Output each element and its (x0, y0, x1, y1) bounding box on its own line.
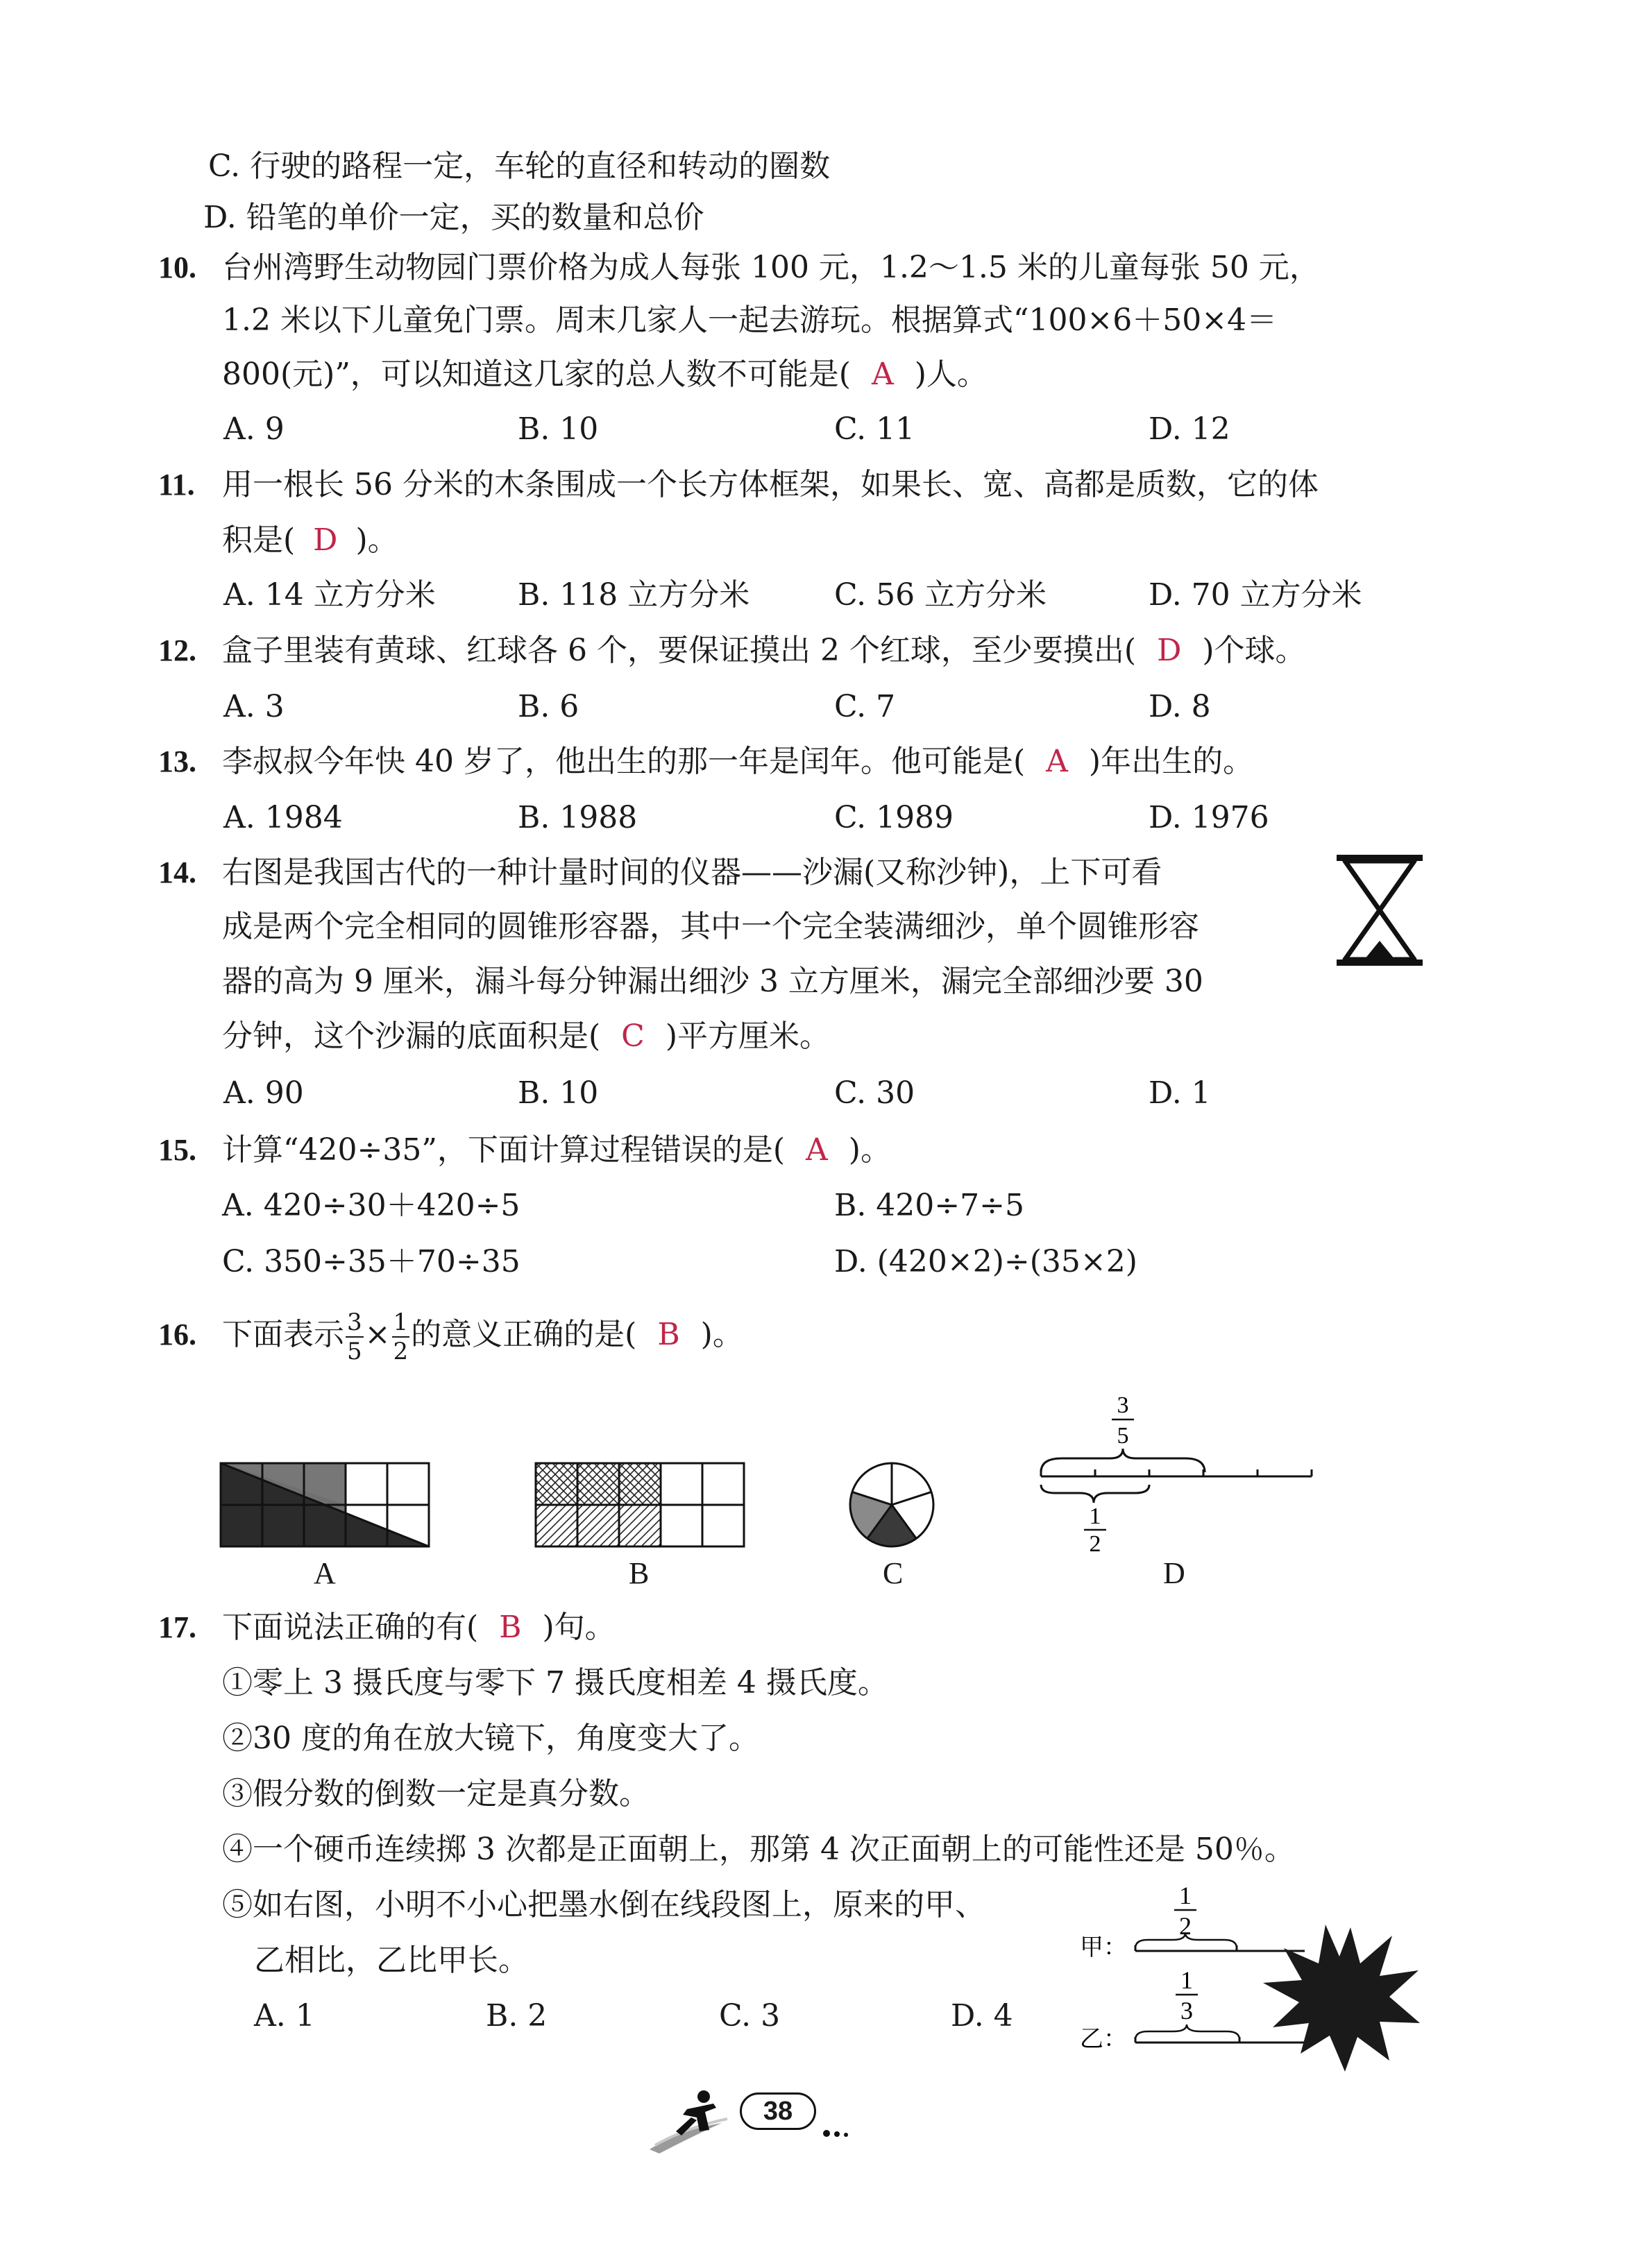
q17-option-b: B. 2 (486, 1998, 548, 2033)
footer-runner-icon (645, 2081, 736, 2158)
page-number: 38 (763, 2097, 793, 2126)
q14-answer: C (621, 1018, 645, 1054)
q10-option-a: A. 9 (223, 411, 285, 447)
q17-statement-1: ①零上 3 摄氏度与零下 7 摄氏度相差 4 摄氏度。 (222, 1665, 888, 1700)
q16-fraction-3-5: $\frac{3}{5}$ (347, 1308, 362, 1365)
q17-statement-3: ③假分数的倒数一定是真分数。 (222, 1776, 650, 1811)
q10-option-d: D. 12 (1149, 411, 1230, 447)
q11-option-c: C. 56 立方分米 (834, 577, 1047, 613)
q16-figure-label-a: A (314, 1556, 336, 1590)
q15-answer: A (806, 1132, 828, 1168)
q14-text-line3: 器的高为 9 厘米，漏斗每分钟漏出细沙 3 立方厘米，漏完全部细沙要 30 (222, 964, 1203, 999)
q16-figure-label-d: D (1163, 1556, 1185, 1590)
prev-option-c: C. 行驶的路程一定，车轮的直径和转动的圈数 (208, 148, 831, 184)
q17-statement-4: ④一个硬币连续掷 3 次都是正面朝上，那第 4 次正面朝上的可能性还是 50％。 (222, 1832, 1295, 1867)
q10-answer: A (871, 357, 894, 392)
q13-option-d: D. 1976 (1149, 800, 1269, 835)
q13-option-b: B. 1988 (518, 800, 638, 835)
q14-option-b: B. 10 (518, 1075, 599, 1111)
q16-d-top-denominator: 5 (1117, 1423, 1129, 1449)
q17-statement-2: ②30 度的角在放大镜下，角度变大了。 (222, 1721, 759, 1756)
q10-text-line2: 1.2 米以下儿童免门票。周末几家人一起去游玩。根据算式“100×6＋50×4＝ (222, 302, 1278, 338)
q17-yi-label: 乙： (1080, 2027, 1127, 2052)
q12-text-line1: 盒子里装有黄球、红球各 6 个，要保证摸出 2 个红球，至少要摸出( D )个球。 (222, 633, 1306, 668)
q16-d-bottom-denominator: 2 (1089, 1531, 1101, 1554)
q11-text-line2: 积是( D )。 (222, 522, 398, 558)
q16-figure-a-grid (219, 1462, 430, 1548)
prev-option-d: D. 铅笔的单价一定，买的数量和总价 (203, 200, 704, 235)
q16-d-top-numerator: 3 (1117, 1392, 1129, 1418)
q17-yi-numerator: 1 (1180, 1966, 1193, 1994)
q10-option-b: B. 10 (518, 411, 599, 447)
q12-option-a: A. 3 (223, 689, 285, 724)
q14-option-a: A. 90 (223, 1075, 304, 1111)
q14-text-line4: 分钟，这个沙漏的底面积是( C )平方厘米。 (222, 1018, 831, 1054)
q17-option-c: C. 3 (719, 1998, 781, 2033)
q10-option-c: C. 11 (834, 411, 915, 447)
q11-option-d: D. 70 立方分米 (1149, 577, 1362, 613)
question-number-10: 10. (158, 250, 196, 284)
q14-text-line2: 成是两个完全相同的圆锥形容器，其中一个完全装满细沙，单个圆锥形容 (222, 909, 1199, 944)
question-number-17: 17. (158, 1610, 196, 1644)
q15-option-d: D. (420×2)÷(35×2) (834, 1244, 1137, 1279)
q17-jia-denominator: 2 (1179, 1912, 1192, 1940)
q17-answer: B (499, 1610, 522, 1645)
footer-dots (823, 2109, 848, 2145)
q17-option-d: D. 4 (951, 1998, 1013, 2033)
q17-option-a: A. 1 (254, 1998, 315, 2033)
q12-answer: D (1157, 633, 1182, 668)
q14-option-c: C. 30 (834, 1075, 915, 1111)
q14-text-line1: 右图是我国古代的一种计量时间的仪器——沙漏(又称沙钟)，上下可看 (222, 855, 1162, 890)
q14-option-d: D. 1 (1149, 1075, 1211, 1111)
question-number-14: 14. (158, 855, 196, 889)
question-number-11: 11. (158, 468, 195, 502)
q12-option-b: B. 6 (518, 689, 579, 724)
q10-text-line1: 台州湾野生动物园门票价格为成人每张 100 元，1.2～1.5 米的儿童每张 50 元， (222, 250, 1320, 285)
q15-option-b: B. 420÷7÷5 (834, 1188, 1025, 1223)
q15-text-line1: 计算“420÷35”，下面计算过程错误的是( A )。 (222, 1132, 891, 1168)
q11-text-line1: 用一根长 56 分米的木条围成一个长方体框架，如果长、宽、高都是质数，它的体 (222, 467, 1319, 502)
q12-option-d: D. 8 (1149, 689, 1211, 724)
q13-option-c: C. 1989 (834, 800, 954, 835)
question-number-15: 15. (158, 1133, 196, 1167)
question-number-13: 13. (158, 744, 196, 778)
q13-option-a: A. 1984 (223, 800, 343, 835)
q15-option-c: C. 350÷35＋70÷35 (222, 1244, 520, 1279)
q17-jia-label: 甲： (1080, 1935, 1127, 1961)
q16-figure-label-c: C (883, 1556, 904, 1590)
q16-text-line1: 下面表示 $\frac{3}{5}$ × $\frac{1}{2}$ 的意义正确的是( B )。 (222, 1308, 743, 1365)
ink-blot-icon (1263, 1925, 1420, 2072)
q17-statement-5a: ⑤如右图，小明不小心把墨水倒在线段图上，原来的甲、 (222, 1887, 985, 1922)
q16-figure-b-grid (534, 1462, 745, 1548)
q16-figure-label-b: B (629, 1556, 650, 1590)
q15-option-a: A. 420÷30＋420÷5 (222, 1188, 520, 1223)
q10-text-line3: 800(元)”，可以知道这几家的总人数不可能是( A )人。 (222, 357, 988, 392)
q17-ink-blot-segment-figure (1076, 1879, 1423, 2073)
q13-answer: A (1046, 744, 1068, 779)
q17-statement-5b: 乙相比，乙比甲长。 (254, 1943, 529, 1978)
q17-text-line1: 下面说法正确的有( B )句。 (222, 1610, 616, 1645)
q11-option-a: A. 14 立方分米 (223, 577, 436, 613)
q12-option-c: C. 7 (834, 689, 896, 724)
page-number-badge (740, 2092, 816, 2130)
q11-option-b: B. 118 立方分米 (518, 577, 750, 613)
q16-d-bottom-numerator: 1 (1089, 1503, 1101, 1529)
q17-jia-numerator: 1 (1179, 1882, 1192, 1909)
hourglass-icon (1334, 852, 1425, 969)
q16-answer: B (657, 1317, 680, 1352)
q16-fraction-1-2: $\frac{1}{2}$ (393, 1308, 409, 1365)
question-number-12: 12. (158, 633, 196, 667)
question-number-16: 16. (158, 1318, 196, 1352)
q16-figure-d-segment (1034, 1388, 1319, 1554)
q13-text-line1: 李叔叔今年快 40 岁了，他出生的那一年是闰年。他可能是( A )年出生的。 (222, 744, 1254, 779)
q16-figure-c-circle (847, 1460, 937, 1550)
q11-answer: D (313, 522, 338, 558)
q17-yi-denominator: 3 (1180, 1997, 1193, 2024)
